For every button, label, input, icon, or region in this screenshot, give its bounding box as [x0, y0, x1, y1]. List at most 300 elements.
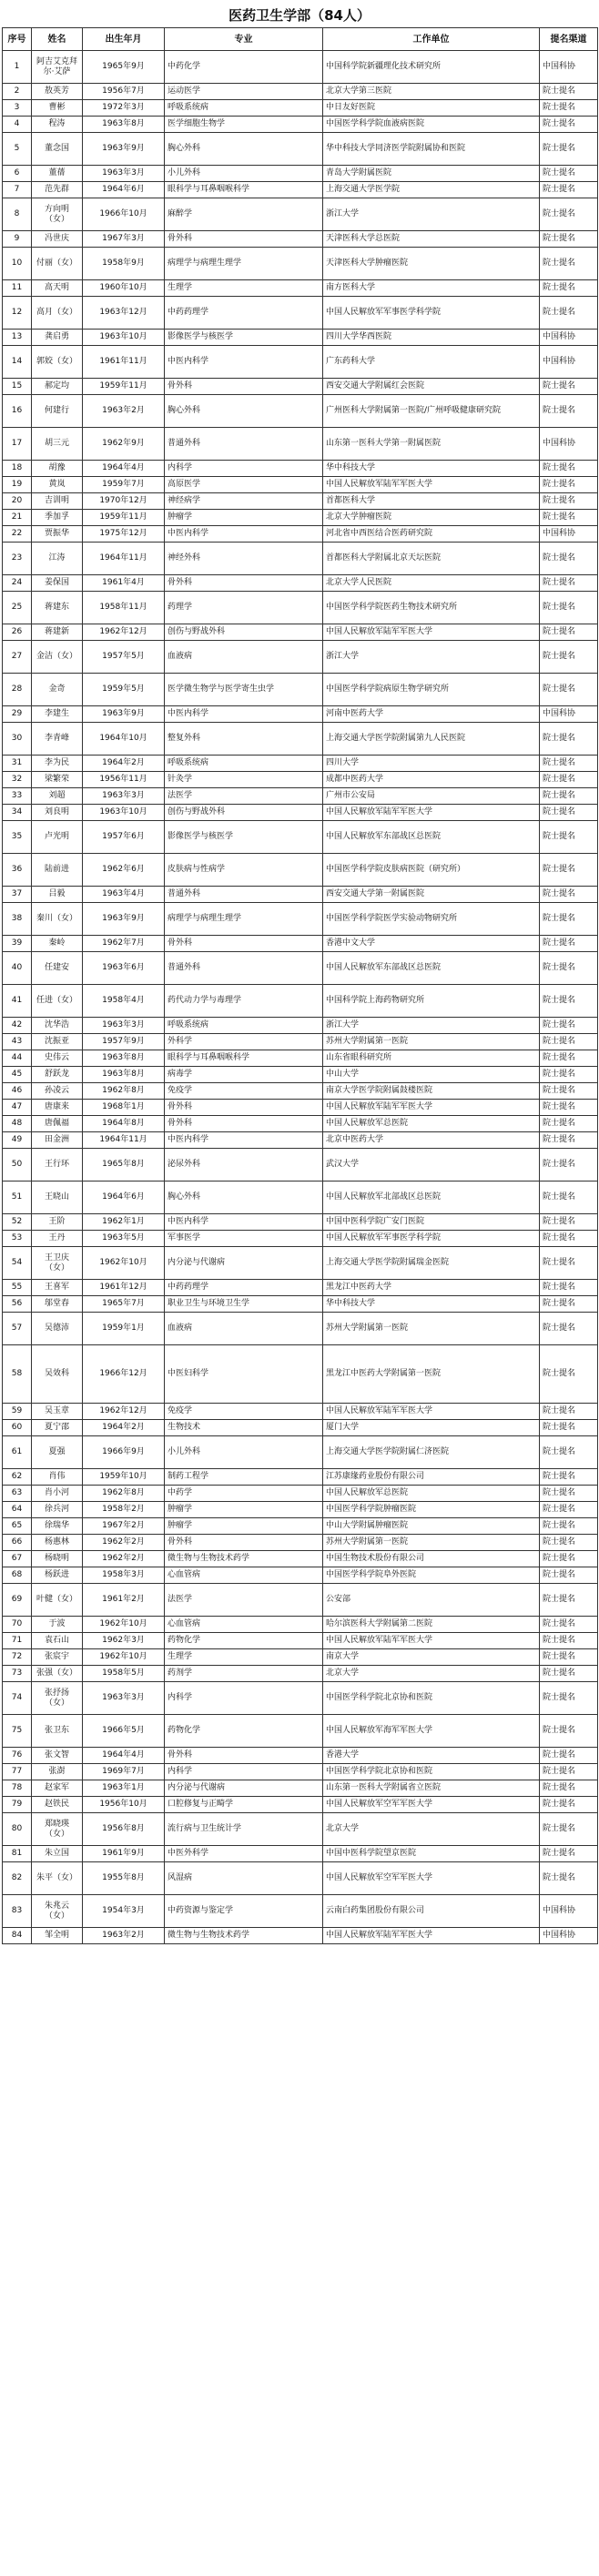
cell-name: 王丹: [32, 1231, 83, 1247]
cell-channel: 中国科协: [540, 330, 598, 346]
cell-index: 5: [3, 133, 32, 166]
cell-birth: 1962年12月: [83, 1404, 165, 1420]
cell-name: 肖伟: [32, 1469, 83, 1486]
cell-workplace: 上海交通大学医学院附属第九人民医院: [323, 723, 540, 756]
cell-name: 郑晓瑛（女）: [32, 1813, 83, 1846]
cell-birth: 1963年2月: [83, 395, 165, 428]
cell-birth: 1963年9月: [83, 706, 165, 723]
cell-channel: 院士提名: [540, 1050, 598, 1067]
cell-birth: 1959年1月: [83, 1313, 165, 1345]
cell-specialty: 胸心外科: [165, 133, 323, 166]
cell-channel: 院士提名: [540, 1296, 598, 1313]
table-row: [3, 461, 598, 477]
table-row: [3, 1715, 598, 1748]
cell-channel: 院士提名: [540, 575, 598, 592]
cell-name: 赵铁民: [32, 1797, 83, 1813]
cell-channel: 院士提名: [540, 379, 598, 395]
cell-specialty: 医学微生物学与医学寄生虫学: [165, 674, 323, 706]
table-row: [3, 1862, 598, 1895]
cell-specialty: 呼吸系统病: [165, 100, 323, 117]
cell-birth: 1961年12月: [83, 1280, 165, 1296]
table-row: [3, 117, 598, 133]
cell-index: 52: [3, 1214, 32, 1231]
cell-specialty: 血液病: [165, 1313, 323, 1345]
cell-index: 53: [3, 1231, 32, 1247]
cell-workplace: 南方医科大学: [323, 280, 540, 297]
cell-index: 82: [3, 1862, 32, 1895]
cell-channel: 院士提名: [540, 903, 598, 936]
cell-specialty: 创伤与野战外科: [165, 805, 323, 821]
table-row: [3, 1797, 598, 1813]
cell-index: 7: [3, 182, 32, 198]
cell-index: 26: [3, 624, 32, 641]
cell-channel: 院士提名: [540, 1502, 598, 1518]
cell-birth: 1969年7月: [83, 1764, 165, 1780]
cell-channel: 院士提名: [540, 1846, 598, 1862]
cell-index: 68: [3, 1567, 32, 1584]
cell-workplace: 中国医学科学院阜外医院: [323, 1567, 540, 1584]
cell-name: 杨晓明: [32, 1551, 83, 1567]
cell-name: 沈振亚: [32, 1034, 83, 1050]
cell-specialty: 胸心外科: [165, 1182, 323, 1214]
cell-workplace: 苏州大学附属第一医院: [323, 1313, 540, 1345]
cell-specialty: 高原医学: [165, 477, 323, 493]
cell-index: 60: [3, 1420, 32, 1436]
cell-workplace: 中国人民解放军军事医学科学院: [323, 1231, 540, 1247]
cell-workplace: 山东省眼科研究所: [323, 1050, 540, 1067]
cell-channel: 院士提名: [540, 756, 598, 772]
table-row: [3, 1649, 598, 1666]
cell-name: 胡豫: [32, 461, 83, 477]
cell-channel: 院士提名: [540, 821, 598, 854]
table-row: [3, 510, 598, 526]
cell-channel: 院士提名: [540, 1862, 598, 1895]
cell-workplace: 中日友好医院: [323, 100, 540, 117]
cell-name: 任建安: [32, 952, 83, 985]
cell-birth: 1968年1月: [83, 1100, 165, 1116]
cell-channel: 院士提名: [540, 1313, 598, 1345]
cell-channel: 院士提名: [540, 1214, 598, 1231]
cell-index: 49: [3, 1132, 32, 1149]
cell-channel: 院士提名: [540, 1149, 598, 1182]
cell-specialty: 中药化学: [165, 51, 323, 84]
cell-workplace: 中国医学科学院医药生物技术研究所: [323, 592, 540, 624]
cell-channel: 院士提名: [540, 477, 598, 493]
table-row: [3, 1436, 598, 1469]
table-row: [3, 1100, 598, 1116]
cell-index: 56: [3, 1296, 32, 1313]
cell-specialty: 骨外科: [165, 936, 323, 952]
table-row: [3, 1486, 598, 1502]
cell-birth: 1962年9月: [83, 428, 165, 461]
cell-specialty: 内科学: [165, 1764, 323, 1780]
cell-workplace: 南京大学: [323, 1649, 540, 1666]
cell-channel: 院士提名: [540, 1813, 598, 1846]
cell-channel: 院士提名: [540, 1666, 598, 1682]
cell-channel: 院士提名: [540, 936, 598, 952]
cell-workplace: 苏州大学附属第一医院: [323, 1535, 540, 1551]
cell-birth: 1957年9月: [83, 1034, 165, 1050]
cell-index: 24: [3, 575, 32, 592]
table-row: [3, 1247, 598, 1280]
cell-birth: 1962年10月: [83, 1617, 165, 1633]
cell-workplace: 华中科技大学: [323, 1296, 540, 1313]
cell-specialty: 病理学与病理生理学: [165, 903, 323, 936]
cell-channel: 院士提名: [540, 1404, 598, 1420]
cell-name: 阿吉艾克拜尔·艾萨: [32, 51, 83, 84]
cell-name: 郭姣（女）: [32, 346, 83, 379]
cell-index: 34: [3, 805, 32, 821]
cell-name: 唐康来: [32, 1100, 83, 1116]
cell-index: 42: [3, 1018, 32, 1034]
cell-channel: 院士提名: [540, 854, 598, 887]
cell-name: 唐佩福: [32, 1116, 83, 1132]
cell-name: 张强（女）: [32, 1666, 83, 1682]
cell-name: 徐瑞华: [32, 1518, 83, 1535]
table-row: [3, 1666, 598, 1682]
cell-birth: 1963年6月: [83, 952, 165, 985]
cell-workplace: 中国人民解放军总医院: [323, 1486, 540, 1502]
cell-birth: 1963年3月: [83, 788, 165, 805]
cell-birth: 1963年8月: [83, 1050, 165, 1067]
header-channel: 提名渠道: [540, 28, 598, 51]
cell-index: 9: [3, 231, 32, 248]
cell-workplace: 中国中医科学院望京医院: [323, 1846, 540, 1862]
cell-channel: 院士提名: [540, 1682, 598, 1715]
cell-channel: 院士提名: [540, 1486, 598, 1502]
table-row: [3, 674, 598, 706]
cell-name: 史伟云: [32, 1050, 83, 1067]
cell-workplace: 河北省中西医结合医药研究院: [323, 526, 540, 543]
table-row: [3, 1067, 598, 1083]
cell-index: 14: [3, 346, 32, 379]
cell-specialty: 药理学: [165, 592, 323, 624]
cell-specialty: 整复外科: [165, 723, 323, 756]
cell-specialty: 骨外科: [165, 1116, 323, 1132]
cell-specialty: 病理学与病理生理学: [165, 248, 323, 280]
cell-name: 秦川（女）: [32, 903, 83, 936]
cell-channel: 中国科协: [540, 706, 598, 723]
cell-workplace: 北京中医药大学: [323, 1132, 540, 1149]
cell-specialty: 中医妇科学: [165, 1345, 323, 1404]
table-row: [3, 641, 598, 674]
cell-birth: 1964年8月: [83, 1116, 165, 1132]
cell-specialty: 皮肤病与性病学: [165, 854, 323, 887]
cell-specialty: 眼科学与耳鼻咽喉科学: [165, 182, 323, 198]
cell-channel: 院士提名: [540, 1280, 598, 1296]
cell-workplace: 广州市公安局: [323, 788, 540, 805]
cell-name: 吉训明: [32, 493, 83, 510]
table-row: [3, 248, 598, 280]
cell-specialty: 外科学: [165, 1034, 323, 1050]
cell-workplace: 云南白药集团股份有限公司: [323, 1895, 540, 1928]
cell-index: 4: [3, 117, 32, 133]
cell-workplace: 中国人民解放军空军军医大学: [323, 1797, 540, 1813]
cell-name: 金奇: [32, 674, 83, 706]
cell-channel: 院士提名: [540, 297, 598, 330]
table-row: [3, 182, 598, 198]
cell-channel: 院士提名: [540, 1083, 598, 1100]
cell-index: 3: [3, 100, 32, 117]
cell-index: 23: [3, 543, 32, 575]
cell-index: 39: [3, 936, 32, 952]
cell-birth: 1954年3月: [83, 1895, 165, 1928]
cell-index: 22: [3, 526, 32, 543]
table-row: [3, 379, 598, 395]
cell-birth: 1966年9月: [83, 1436, 165, 1469]
cell-index: 81: [3, 1846, 32, 1862]
table-row: [3, 1420, 598, 1436]
cell-specialty: 制药工程学: [165, 1469, 323, 1486]
cell-workplace: 公安部: [323, 1584, 540, 1617]
cell-index: 43: [3, 1034, 32, 1050]
cell-workplace: 广东药科大学: [323, 346, 540, 379]
cell-workplace: 华中科技大学同济医学院附属协和医院: [323, 133, 540, 166]
cell-index: 76: [3, 1748, 32, 1764]
table-row: [3, 1018, 598, 1034]
cell-birth: 1962年8月: [83, 1083, 165, 1100]
cell-birth: 1964年2月: [83, 1420, 165, 1436]
cell-workplace: 天津医科大学总医院: [323, 231, 540, 248]
cell-specialty: 泌尿外科: [165, 1149, 323, 1182]
cell-birth: 1962年7月: [83, 936, 165, 952]
cell-index: 69: [3, 1584, 32, 1617]
cell-workplace: 四川大学华西医院: [323, 330, 540, 346]
cell-birth: 1959年11月: [83, 510, 165, 526]
cell-specialty: 神经外科: [165, 543, 323, 575]
cell-birth: 1964年4月: [83, 461, 165, 477]
cell-name: 李为民: [32, 756, 83, 772]
cell-workplace: 河南中医药大学: [323, 706, 540, 723]
cell-specialty: 生理学: [165, 1649, 323, 1666]
table-row: [3, 1404, 598, 1420]
table-row: [3, 985, 598, 1018]
cell-birth: 1958年5月: [83, 1666, 165, 1682]
cell-specialty: 内科学: [165, 461, 323, 477]
cell-name: 朱立国: [32, 1846, 83, 1862]
cell-specialty: 风湿病: [165, 1862, 323, 1895]
cell-channel: 院士提名: [540, 198, 598, 231]
cell-workplace: 黑龙江中医药大学附属第一医院: [323, 1345, 540, 1404]
cell-workplace: 浙江大学: [323, 198, 540, 231]
cell-channel: 院士提名: [540, 1100, 598, 1116]
cell-workplace: 上海交通大学医学院附属瑞金医院: [323, 1247, 540, 1280]
cell-name: 董念国: [32, 133, 83, 166]
cell-workplace: 中国人民解放军空军军医大学: [323, 1862, 540, 1895]
cell-index: 78: [3, 1780, 32, 1797]
cell-specialty: 药代动力学与毒理学: [165, 985, 323, 1018]
table-row: [3, 952, 598, 985]
cell-index: 50: [3, 1149, 32, 1182]
cell-name: 叶健（女）: [32, 1584, 83, 1617]
cell-index: 40: [3, 952, 32, 985]
cell-channel: 院士提名: [540, 1345, 598, 1404]
table-row: [3, 395, 598, 428]
table-row: [3, 706, 598, 723]
cell-specialty: 微生物与生物技术药学: [165, 1551, 323, 1567]
cell-birth: 1963年3月: [83, 1682, 165, 1715]
cell-index: 33: [3, 788, 32, 805]
cell-channel: 院士提名: [540, 1132, 598, 1149]
cell-index: 29: [3, 706, 32, 723]
cell-birth: 1960年10月: [83, 280, 165, 297]
cell-specialty: 中医内科学: [165, 1132, 323, 1149]
table-row: [3, 543, 598, 575]
cell-index: 75: [3, 1715, 32, 1748]
cell-birth: 1967年3月: [83, 231, 165, 248]
document-title: 医药卫生学部（84人）: [228, 7, 371, 24]
cell-channel: 院士提名: [540, 1182, 598, 1214]
cell-name: 张卫东: [32, 1715, 83, 1748]
cell-index: 25: [3, 592, 32, 624]
cell-specialty: 骨外科: [165, 1100, 323, 1116]
cell-index: 54: [3, 1247, 32, 1280]
cell-workplace: 北京大学肿瘤医院: [323, 510, 540, 526]
cell-channel: 院士提名: [540, 280, 598, 297]
cell-index: 18: [3, 461, 32, 477]
cell-birth: 1955年8月: [83, 1862, 165, 1895]
table-row: [3, 1132, 598, 1149]
cell-workplace: 中国医学科学院血液病医院: [323, 117, 540, 133]
table-row: [3, 1895, 598, 1928]
table-row: [3, 1313, 598, 1345]
cell-index: 58: [3, 1345, 32, 1404]
cell-birth: 1956年10月: [83, 1797, 165, 1813]
cell-birth: 1975年12月: [83, 526, 165, 543]
cell-birth: 1958年11月: [83, 592, 165, 624]
cell-specialty: 肿瘤学: [165, 510, 323, 526]
cell-birth: 1963年9月: [83, 903, 165, 936]
cell-index: 44: [3, 1050, 32, 1067]
cell-workplace: 成都中医药大学: [323, 772, 540, 788]
cell-workplace: 中国人民解放军陆军军医大学: [323, 1633, 540, 1649]
cell-name: 王阶: [32, 1214, 83, 1231]
cell-channel: 院士提名: [540, 1584, 598, 1617]
cell-name: 冯世庆: [32, 231, 83, 248]
cell-workplace: 中国人民解放军东部战区总医院: [323, 952, 540, 985]
cell-index: 72: [3, 1649, 32, 1666]
table-row: [3, 788, 598, 805]
cell-name: 杨惠林: [32, 1535, 83, 1551]
cell-index: 10: [3, 248, 32, 280]
cell-workplace: 苏州大学附属第一医院: [323, 1034, 540, 1050]
cell-channel: 院士提名: [540, 1797, 598, 1813]
cell-name: 徐兵河: [32, 1502, 83, 1518]
cell-name: 张澍: [32, 1764, 83, 1780]
cell-channel: 院士提名: [540, 985, 598, 1018]
cell-specialty: 普通外科: [165, 887, 323, 903]
cell-channel: 院士提名: [540, 1420, 598, 1436]
cell-name: 金洁（女）: [32, 641, 83, 674]
table-row: [3, 1345, 598, 1404]
table-row: [3, 1469, 598, 1486]
cell-channel: 院士提名: [540, 592, 598, 624]
cell-birth: 1963年2月: [83, 1928, 165, 1944]
cell-workplace: 香港中文大学: [323, 936, 540, 952]
cell-name: 李青峰: [32, 723, 83, 756]
cell-name: 方向明（女）: [32, 198, 83, 231]
cell-index: 62: [3, 1469, 32, 1486]
cell-birth: 1964年10月: [83, 723, 165, 756]
cell-specialty: 免疫学: [165, 1404, 323, 1420]
cell-index: 1: [3, 51, 32, 84]
cell-name: 何建行: [32, 395, 83, 428]
cell-specialty: 影像医学与核医学: [165, 330, 323, 346]
cell-index: 47: [3, 1100, 32, 1116]
cell-specialty: 内分泌与代谢病: [165, 1247, 323, 1280]
cell-birth: 1963年8月: [83, 117, 165, 133]
cell-workplace: 中山大学: [323, 1067, 540, 1083]
table-row: [3, 231, 598, 248]
cell-birth: 1964年2月: [83, 756, 165, 772]
cell-specialty: 肿瘤学: [165, 1502, 323, 1518]
cell-birth: 1963年3月: [83, 1018, 165, 1034]
cell-name: 卢光明: [32, 821, 83, 854]
cell-specialty: 针灸学: [165, 772, 323, 788]
table-row: [3, 1535, 598, 1551]
table-row: [3, 624, 598, 641]
cell-channel: 院士提名: [540, 461, 598, 477]
cell-specialty: 骨外科: [165, 1748, 323, 1764]
cell-channel: 院士提名: [540, 1034, 598, 1050]
table-row: [3, 1813, 598, 1846]
cell-workplace: 西安交通大学第一附属医院: [323, 887, 540, 903]
cell-channel: 院士提名: [540, 624, 598, 641]
table-row: [3, 330, 598, 346]
cell-channel: 院士提名: [540, 641, 598, 674]
cell-channel: 院士提名: [540, 1633, 598, 1649]
cell-workplace: 中国医学科学院北京协和医院: [323, 1764, 540, 1780]
cell-specialty: 免疫学: [165, 1083, 323, 1100]
table-row: [3, 887, 598, 903]
cell-birth: 1962年12月: [83, 624, 165, 641]
cell-birth: 1959年11月: [83, 379, 165, 395]
cell-specialty: 药剂学: [165, 1666, 323, 1682]
cell-birth: 1963年10月: [83, 805, 165, 821]
cell-name: 陆前进: [32, 854, 83, 887]
cell-birth: 1961年11月: [83, 346, 165, 379]
table-row: [3, 903, 598, 936]
cell-specialty: 内科学: [165, 1682, 323, 1715]
cell-index: 32: [3, 772, 32, 788]
cell-workplace: 北京大学第三医院: [323, 84, 540, 100]
cell-workplace: 香港大学: [323, 1748, 540, 1764]
cell-name: 蒋建东: [32, 592, 83, 624]
table-row: [3, 1764, 598, 1780]
cell-index: 17: [3, 428, 32, 461]
cell-name: 高月（女）: [32, 297, 83, 330]
cell-birth: 1957年6月: [83, 821, 165, 854]
cell-channel: 院士提名: [540, 674, 598, 706]
cell-specialty: 眼科学与耳鼻咽喉科学: [165, 1050, 323, 1067]
cell-index: 21: [3, 510, 32, 526]
cell-channel: 院士提名: [540, 166, 598, 182]
table-row: [3, 756, 598, 772]
cell-workplace: 中国人民解放军北部战区总医院: [323, 1182, 540, 1214]
cell-name: 刘超: [32, 788, 83, 805]
cell-workplace: 山东第一医科大学附属省立医院: [323, 1780, 540, 1797]
cell-workplace: 中国医学科学院医学实验动物研究所: [323, 903, 540, 936]
cell-name: 贾振华: [32, 526, 83, 543]
cell-specialty: 中医内科学: [165, 526, 323, 543]
table-row: [3, 854, 598, 887]
cell-birth: 1966年5月: [83, 1715, 165, 1748]
cell-channel: 院士提名: [540, 1247, 598, 1280]
cell-name: 吴玉章: [32, 1404, 83, 1420]
cell-channel: 院士提名: [540, 1617, 598, 1633]
table-row: [3, 1584, 598, 1617]
table-row: [3, 166, 598, 182]
